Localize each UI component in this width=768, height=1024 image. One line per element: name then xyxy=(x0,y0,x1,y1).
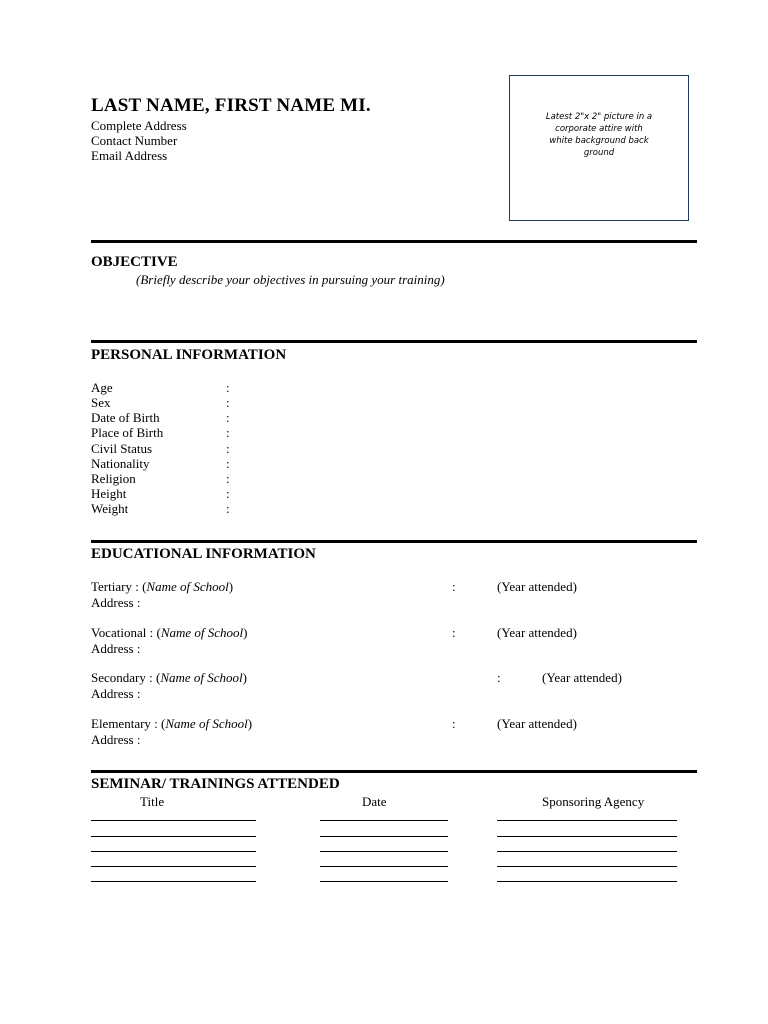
name-of-school-placeholder: Name of School xyxy=(146,579,229,594)
title-blank-line xyxy=(91,851,256,852)
field-label: Age xyxy=(91,380,113,395)
field-colon: : xyxy=(497,670,501,685)
date-blank-line xyxy=(320,836,448,837)
school-address: Address : xyxy=(91,595,141,610)
date-blank-line xyxy=(320,866,448,867)
email-address: Email Address xyxy=(91,148,168,163)
year-attended: (Year attended) xyxy=(497,579,577,594)
seminar-title: SEMINAR/ TRAININGS ATTENDED xyxy=(91,776,340,792)
agency-blank-line xyxy=(497,866,677,867)
open-paren: ( xyxy=(156,625,161,640)
field-colon: : xyxy=(226,501,230,516)
field-label: Religion xyxy=(91,471,136,486)
section-divider xyxy=(91,240,697,243)
name-of-school-placeholder: Name of School xyxy=(160,625,244,640)
photo-instructions xyxy=(510,111,688,159)
school-address: Address : xyxy=(91,641,141,656)
photo-placeholder xyxy=(509,75,689,221)
field-nationality xyxy=(0,456,768,471)
educational-info-title: EDUCATIONAL INFORMATION xyxy=(91,546,316,562)
education-row-vocational xyxy=(0,625,768,657)
agency-blank-line xyxy=(497,836,677,837)
education-level: Secondary : xyxy=(91,670,156,685)
field-colon: : xyxy=(452,625,456,640)
agency-blank-line xyxy=(497,881,677,882)
agency-blank-line xyxy=(497,820,677,821)
field-label: Civil Status xyxy=(91,441,153,456)
date-blank-line xyxy=(320,851,448,852)
applicant-name: LAST NAME, FIRST NAME MI. xyxy=(91,95,371,116)
field-label: Place of Birth xyxy=(91,425,164,440)
field-weight xyxy=(0,501,768,516)
education-level: Vocational : xyxy=(91,625,157,640)
field-colon: : xyxy=(452,716,456,731)
field-civil-status xyxy=(0,441,768,456)
education-level: Elementary : xyxy=(91,716,162,731)
year-attended: (Year attended) xyxy=(542,670,622,685)
photo-instructions-line: corporate attire with xyxy=(555,124,643,134)
school-name xyxy=(91,670,247,686)
date-blank-line xyxy=(320,820,448,821)
name-of-school-placeholder: Name of School xyxy=(160,670,243,685)
school-name xyxy=(91,625,248,641)
title-blank-line xyxy=(91,866,256,867)
field-sex xyxy=(0,395,768,410)
year-attended: (Year attended) xyxy=(497,625,577,640)
school-name xyxy=(91,579,233,595)
school-address: Address : xyxy=(91,686,141,701)
objective-title: OBJECTIVE xyxy=(91,254,178,270)
open-paren: ( xyxy=(155,670,161,685)
field-colon: : xyxy=(452,579,456,594)
school-name xyxy=(91,716,252,732)
field-religion xyxy=(0,471,768,486)
section-divider xyxy=(91,540,697,543)
photo-instructions-line: Latest 2"x 2" picture in a xyxy=(545,112,653,122)
column-header-title: Title xyxy=(140,794,165,809)
field-colon: : xyxy=(226,441,230,456)
field-colon: : xyxy=(226,410,230,425)
section-divider xyxy=(91,340,697,343)
field-place-of-birth xyxy=(0,425,768,440)
field-label: Date of Birth xyxy=(91,410,160,425)
title-blank-line xyxy=(91,820,256,821)
education-level: Tertiary : xyxy=(91,579,143,594)
field-colon: : xyxy=(226,425,230,440)
section-divider xyxy=(91,770,697,773)
year-attended: (Year attended) xyxy=(497,716,577,731)
column-header-date: Date xyxy=(362,794,387,809)
field-label: Weight xyxy=(91,501,129,516)
field-colon: : xyxy=(226,380,230,395)
field-height xyxy=(0,486,768,501)
complete-address: Complete Address xyxy=(91,118,187,133)
field-colon: : xyxy=(226,395,230,410)
column-header-agency: Sponsoring Agency xyxy=(542,794,645,809)
education-row-secondary xyxy=(0,670,768,702)
field-colon: : xyxy=(226,456,230,471)
title-blank-line xyxy=(91,881,256,882)
field-date-of-birth xyxy=(0,410,768,425)
field-label: Nationality xyxy=(91,456,150,471)
close-paren: ) xyxy=(247,716,253,731)
date-blank-line xyxy=(320,881,448,882)
field-age xyxy=(0,380,768,395)
close-paren: ) xyxy=(242,670,247,685)
photo-instructions-line: ground xyxy=(583,148,615,158)
title-blank-line xyxy=(91,836,256,837)
education-row-elementary xyxy=(0,716,768,748)
photo-instructions-line: white background back xyxy=(549,136,649,146)
personal-info-title: PERSONAL INFORMATION xyxy=(91,347,287,363)
education-row-tertiary xyxy=(0,579,768,611)
field-colon: : xyxy=(226,471,230,486)
objective-note: (Briefly describe your objectives in pursuing your training) xyxy=(136,272,445,287)
close-paren: ) xyxy=(243,625,248,640)
field-colon: : xyxy=(226,486,230,501)
field-label: Sex xyxy=(91,395,111,410)
close-paren: ) xyxy=(228,579,234,594)
open-paren: ( xyxy=(142,579,147,594)
agency-blank-line xyxy=(497,851,677,852)
name-of-school-placeholder: Name of School xyxy=(165,716,248,731)
school-address: Address : xyxy=(91,732,141,747)
open-paren: ( xyxy=(161,716,166,731)
field-label: Height xyxy=(91,486,127,501)
contact-number: Contact Number xyxy=(91,133,178,148)
